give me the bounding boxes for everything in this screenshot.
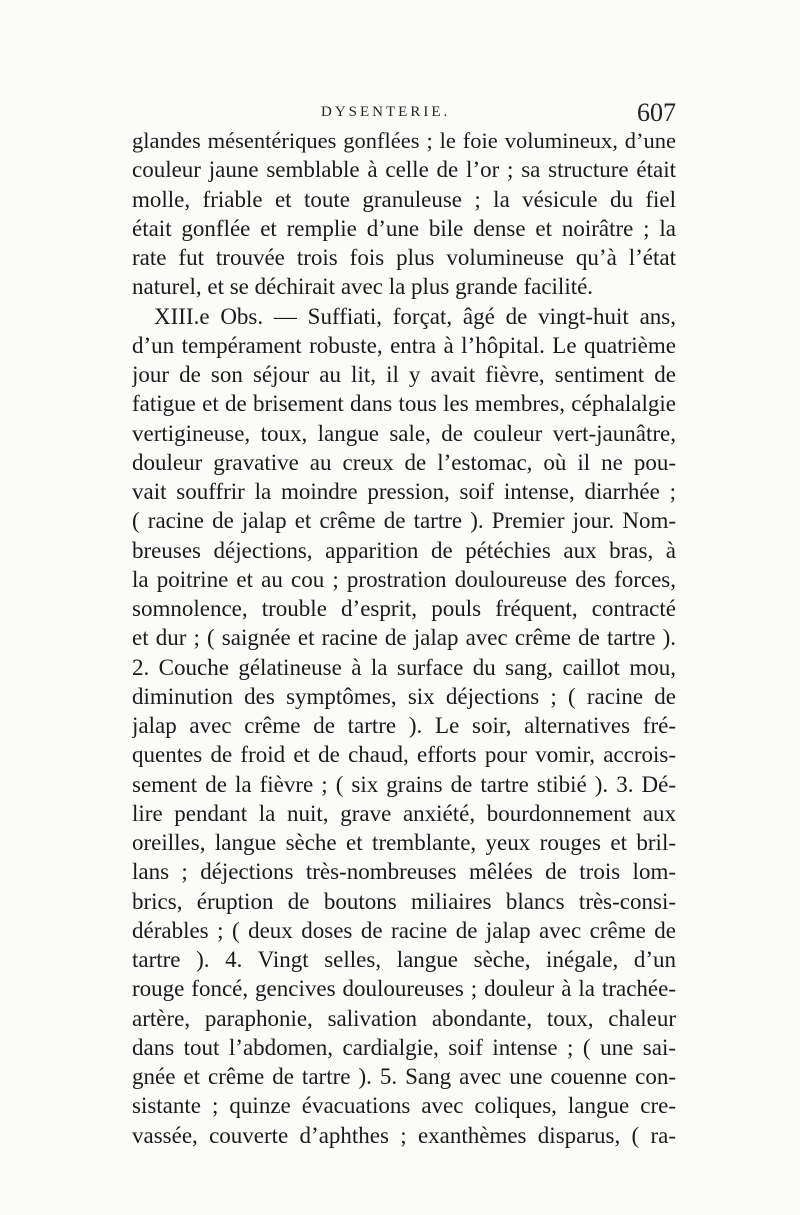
text-line: sement de la fièvre ; ( six grains de tartre stibié ). 3. Dé- [132,771,676,797]
text-line: oreilles, langue sèche et tremblante, yeux rouges et bril- [132,830,676,855]
text-line: douleur gravative au creux de l’estomac, où il ne pou- [132,449,676,475]
text-line: diminution des symptômes, six déjections ; ( racine de [132,683,676,709]
text-line: dans tout l’abdomen, cardialgie, soif intense ; ( une sai- [132,1034,676,1060]
body-text [132,126,676,1150]
text-line: sistante ; quinze évacuations avec coliques, langue cre- [132,1093,676,1119]
text-line: lire pendant la nuit, grave anxiété, bourdonnement aux [132,800,676,826]
text-line: rouge foncé, gencives douloureuses ; douleur à la trachée- [132,976,676,1002]
observation-heading-line: XIII.e Obs. — Suffiati, forçat, âgé de vingt-huit ans, [154,303,676,329]
text-line: lans ; déjections très-nombreuses mêlées de trois lom- [132,859,676,885]
text-line: glandes mésentériques gonflées ; le foie volumineux, d’une [132,128,676,153]
text-line: vait souffrir la moindre pression, soif intense, diarrhée ; [132,479,676,504]
text-line: fatigue et de brisement dans tous les membres, céphalalgie [132,391,676,417]
text-line: brics, éruption de boutons miliaires blancs très-consi- [132,888,676,914]
text-line: la poitrine et au cou ; prostration douloureuse des forces, [132,566,676,592]
text-line: vassée, couverte d’aphthes ; exanthèmes disparus, ( ra- [132,1122,676,1148]
text-line: vertigineuse, toux, langue sale, de couleur vert-jaunâtre, [132,420,676,446]
text-line: d’un tempérament robuste, entra à l’hôpital. Le quatrième [132,332,676,358]
text-line: couleur jaune semblable à celle de l’or ; sa structure était [132,157,676,183]
text-line: quentes de froid et de chaud, efforts pour vomir, accrois- [132,742,676,768]
text-line: 2. Couche gélatineuse à la surface du sang, caillot mou, [132,654,676,680]
text-line: était gonflée et remplie d’une bile dense et noirâtre ; la [132,215,676,241]
text-line: molle, friable et toute granuleuse ; la vésicule du fiel [132,186,676,212]
text-line: jalap avec crême de tartre ). Le soir, alternatives fré- [132,713,676,738]
text-line: ( racine de jalap et crême de tartre ). Premier jour. Nom- [132,508,676,534]
text-line: breuses déjections, apparition de pétéchies aux bras, à [132,537,676,563]
text-line: rate fut trouvée trois fois plus volumineuse qu’à l’état [132,245,676,270]
page-number: 607 [637,98,676,127]
text-line: et dur ; ( saignée et racine de jalap avec crême de tartre ). [132,625,676,651]
text-line: gnée et crême de tartre ). 5. Sang avec une couenne con- [132,1064,676,1089]
text-line: tartre ). 4. Vingt selles, langue sèche, inégale, d’un [132,947,676,972]
running-title: DYSENTERIE. [321,104,451,120]
text-line: artère, paraphonie, salivation abondante, toux, chaleur [132,1005,676,1031]
text-line: naturel, et se déchirait avec la plus grande facilité. [132,274,594,300]
text-line: jour de son séjour au lit, il y avait fièvre, sentiment de [132,362,676,387]
text-line: somnolence, trouble d’esprit, pouls fréquent, contracté [132,596,676,621]
text-line: dérables ; ( deux doses de racine de jalap avec crême de [132,917,676,943]
